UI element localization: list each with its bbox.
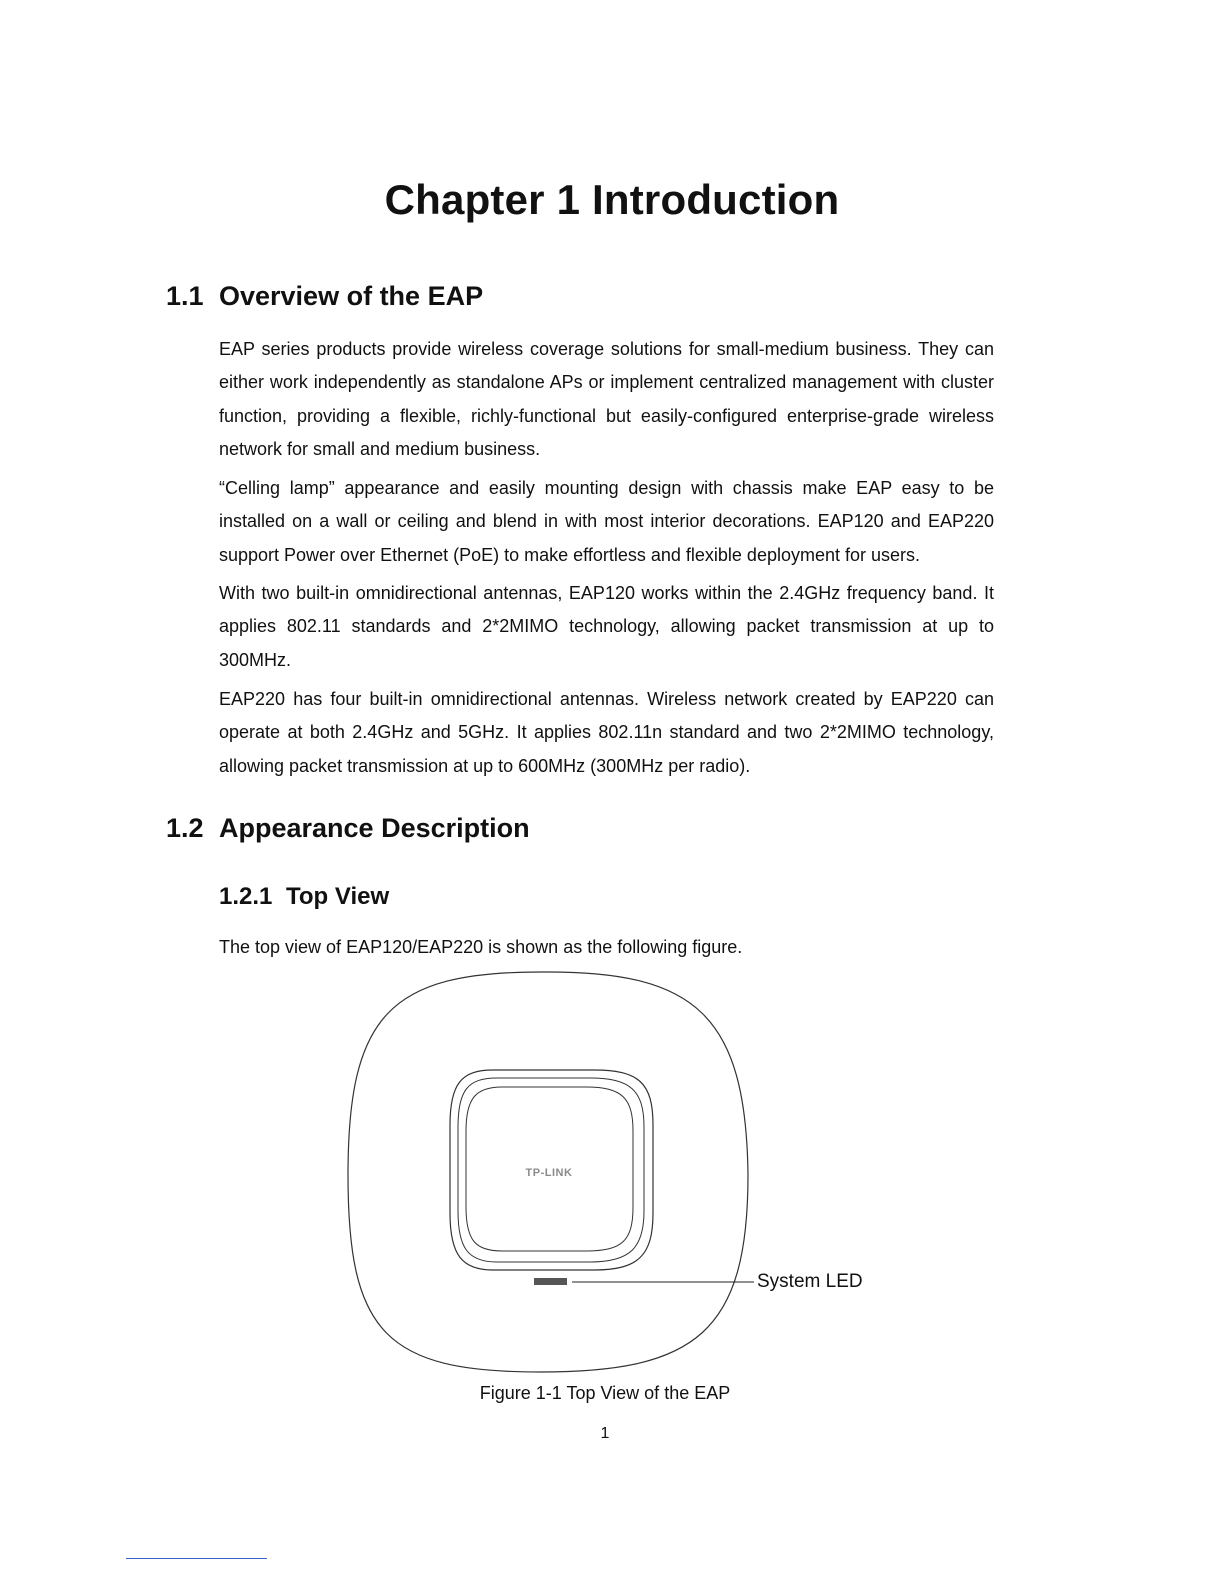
- section-heading-appearance: [166, 813, 530, 844]
- top-view-intro: The top view of EAP120/EAP220 is shown as the following figure.: [219, 937, 743, 957]
- paragraph-ceiling-lamp: “Celling lamp” appearance and easily mounting design with chassis make EAP easy to be installed on a wall or ceiling and blend in with most interior decorations. EAP120 and EAP220 support Power over Ethernet (PoE) to make effortless and flexible deployment for users.: [219, 478, 994, 565]
- page-number: 1: [600, 1425, 610, 1442]
- subsection-title: Top View: [286, 883, 390, 910]
- paragraph-eap120: With two built-in omnidirectional antennas, EAP120 works within the 2.4GHz frequency band. It applies 802.11 standards and 2*2MIMO technology, allowing packet transmission at up to 300MHz.: [219, 583, 994, 670]
- subsection-heading-top-view: [219, 883, 389, 911]
- paragraph-eap-series: EAP series products provide wireless coverage solutions for small-medium business. They can either work independently as standalone APs or implement centralized management with cluster function, providing a flexible, richly-functional but easily-configured enterprise-grade wireless network for small and medium business.: [219, 339, 994, 459]
- paragraph-eap220: EAP220 has four built-in omnidirectional antennas. Wireless network created by EAP220 can operate at both 2.4GHz and 5GHz. It applies 802.11n standard and two 2*2MIMO technology, allowing packet transmission at up to 600MHz (300MHz per radio).: [219, 689, 994, 776]
- system-led-indicator: [534, 1278, 567, 1285]
- chapter-title: Chapter 1 Introduction: [384, 176, 840, 223]
- eap-device-drawing: [340, 965, 880, 1383]
- brand-logo-label: TP-LINK: [525, 1167, 573, 1179]
- section-heading-overview: [166, 281, 483, 312]
- section-title: Appearance Description: [219, 813, 530, 843]
- section-number: 1.1: [166, 281, 204, 311]
- section-number: 1.2: [166, 813, 204, 843]
- section-title: Overview of the EAP: [219, 281, 484, 311]
- system-led-label: System LED: [757, 1271, 863, 1292]
- subsection-number: 1.2.1: [219, 883, 273, 910]
- figure-caption: Figure 1-1 Top View of the EAP: [479, 1383, 731, 1403]
- footnote-divider: [126, 1558, 267, 1559]
- eap-top-view-figure: [340, 965, 880, 1388]
